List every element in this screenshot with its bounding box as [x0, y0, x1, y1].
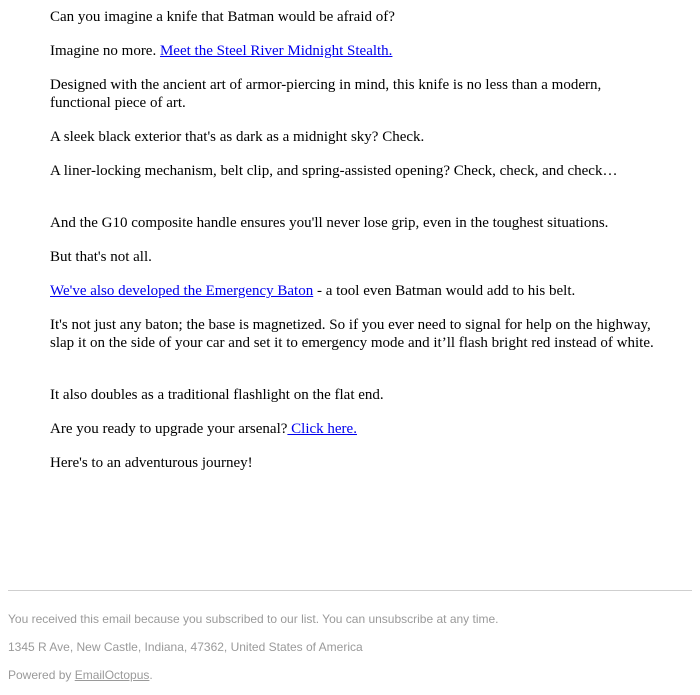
paragraph-design: Designed with the ancient art of armor-piercing in mind, this knife is no less than a modern, functional piece of art. [50, 77, 602, 111]
midnight-stealth-link[interactable]: Meet the Steel River Midnight Stealth. [159, 43, 393, 59]
footer-divider [8, 590, 692, 591]
paragraph-imagine-text: Imagine no more. [50, 43, 160, 59]
paragraph-imagine [50, 42, 660, 60]
emergency-baton-link[interactable]: We've also developed the Emergency Baton [50, 283, 314, 299]
paragraph-baton-text: - a tool even Batman would add to his belt. [313, 283, 576, 299]
footer-powered-by [8, 667, 692, 683]
paragraph-signoff: Here's to an adventurous journey! [50, 455, 253, 471]
powered-by-prefix: Powered by [8, 668, 75, 682]
paragraph-flashlight: It also doubles as a traditional flashlight on the flat end. [50, 387, 384, 403]
paragraph-cta [50, 420, 660, 438]
paragraph-cta-text: Are you ready to upgrade your arsenal? [50, 421, 288, 437]
paragraph-magnetized: It's not just any baton; the base is magnetized. So if you ever need to signal for help on the highway, slap it on the side of your car and set it to emergency mode and it’ll flash bright red instead of white. [50, 317, 654, 351]
footer-subscription-notice: You received this email because you subscribed to our list. You can unsubscribe at any time. [8, 612, 499, 626]
powered-by-suffix: . [149, 668, 153, 682]
paragraph-handle: And the G10 composite handle ensures you'll never lose grip, even in the toughest situations. [50, 215, 609, 231]
paragraph-exterior: A sleek black exterior that's as dark as a midnight sky? Check. [50, 129, 425, 145]
click-here-link[interactable]: Click here. [287, 421, 357, 437]
emailoctopus-link[interactable]: EmailOctopus [74, 668, 150, 682]
paragraph-baton [50, 282, 660, 300]
footer-address: 1345 R Ave, New Castle, Indiana, 47362, United States of America [8, 640, 363, 654]
paragraph-not-all: But that's not all. [50, 249, 152, 265]
paragraph-intro: Can you imagine a knife that Batman would be afraid of? [50, 9, 395, 25]
paragraph-mechanism: A liner-locking mechanism, belt clip, and spring-assisted opening? Check, check, and check… [50, 163, 618, 179]
